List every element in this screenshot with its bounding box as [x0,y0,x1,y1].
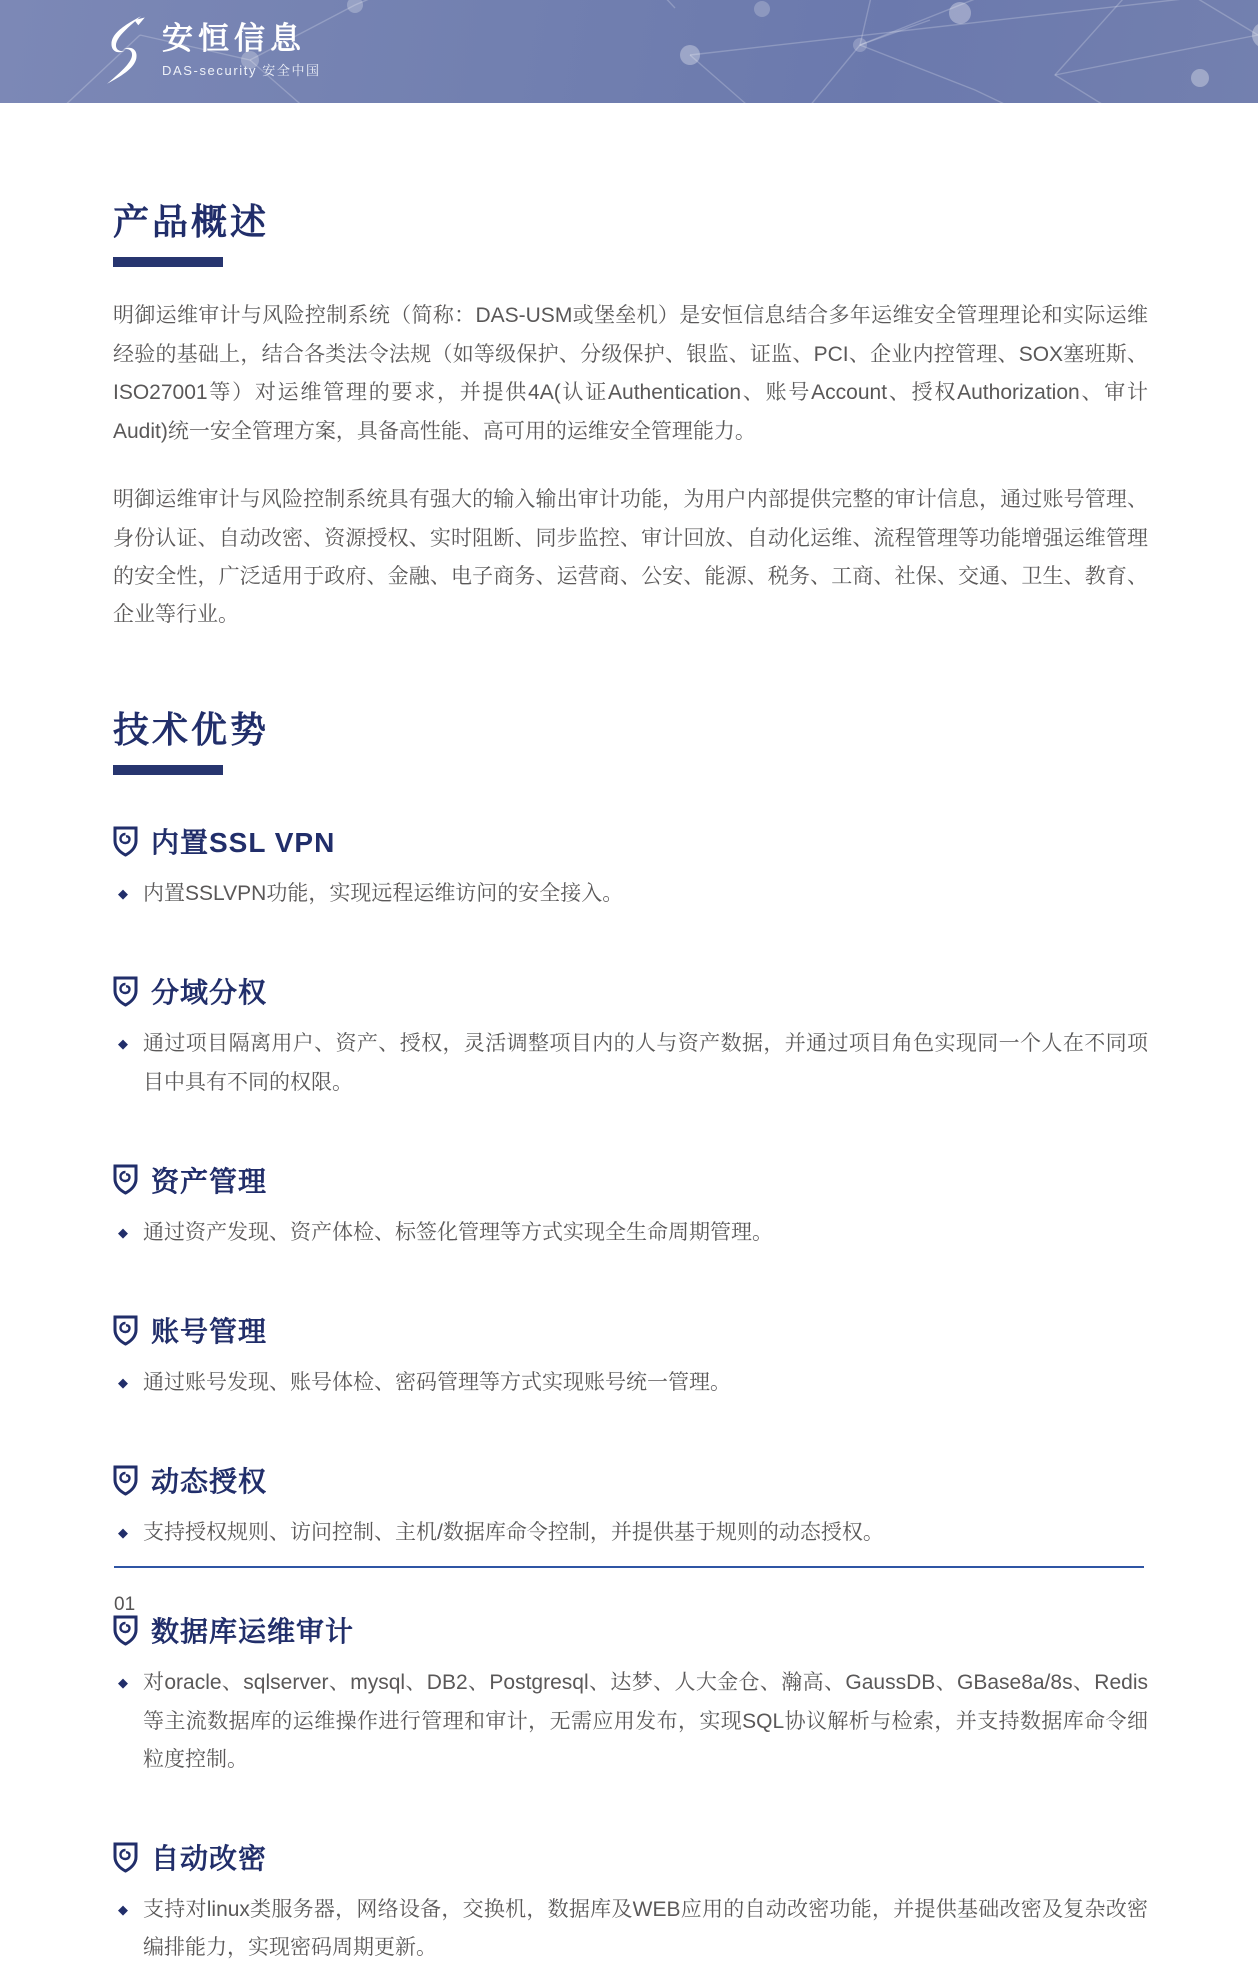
advantages-title: 技术优势 [113,708,270,750]
advantage-section-dynamic-authorization [113,1460,1148,1552]
bullet-item [113,1364,1148,1402]
advantage-heading: 内置SSL VPN [151,827,336,859]
bullet-text: 内置SSLVPN功能，实现远程运维访问的安全接入。 [143,882,624,906]
advantages-title-underline [113,765,223,775]
footer-divider [114,1566,1144,1568]
diamond-bullet-icon: ◆ [118,1224,128,1240]
advantage-section-ssl-vpn [113,821,1148,913]
advantage-section-account-management [113,1310,1148,1402]
diamond-bullet-icon: ◆ [118,886,128,902]
advantage-heading-row [113,1837,1148,1877]
logo-text [162,21,321,79]
das-swoosh-icon [98,14,150,86]
logo-title: 安恒信息 [162,21,306,57]
shield-icon [113,1465,138,1496]
advantage-heading: 动态授权 [151,1466,268,1498]
advantage-heading-row [113,1160,1148,1200]
das-security-logo [98,14,321,86]
advantage-heading-row [113,1310,1148,1350]
bullet-text: 通过资产发现、资产体检、标签化管理等方式实现全生命周期管理。 [143,1220,773,1244]
advantage-heading: 分域分权 [151,977,268,1009]
overview-paragraph: 明御运维审计与风险控制系统具有强大的输入输出审计功能，为用户内部提供完整的审计信息，通过账号管理、身份认证、自动改密、资源授权、实时阻断、同步监控、审计回放、自动化运维、流程管理等功能增强运维管理的安全性，广泛适用于政府、金融、电子商务、运营商、公安、能源、税务、工商、社保、交通、卫生、教育、企业等行业。 [113,488,1148,627]
advantage-heading-row [113,1610,1148,1650]
bullet-item [113,1514,1148,1552]
shield-icon [113,1615,138,1646]
bullet-text: 通过账号发现、账号体检、密码管理等方式实现账号统一管理。 [143,1371,731,1395]
logo-subtitle: DAS-security 安全中国 [162,62,321,78]
shield-icon [113,826,138,857]
bullet-item [113,1664,1148,1779]
bullet-text: 支持对linux类服务器，网络设备，交换机，数据库及WEB应用的自动改密功能，并提供基础改密及复杂改密编排能力，实现密码周期更新。 [143,1898,1148,1960]
bullet-text: 通过项目隔离用户、资产、授权，灵活调整项目内的人与资产数据，并通过项目角色实现同一个人在不同项目中具有不同的权限。 [143,1032,1148,1094]
overview-title: 产品概述 [113,201,270,242]
advantage-heading-row [113,821,1148,861]
advantage-section-domain-rights [113,971,1148,1101]
advantage-heading: 账号管理 [151,1316,268,1348]
advantage-section-asset-management [113,1160,1148,1252]
advantage-heading-row [113,971,1148,1011]
overview-title-underline [113,257,223,267]
shield-icon [113,1164,138,1195]
bullet-item [113,1025,1148,1101]
bullet-text: 对oracle、sqlserver、mysql、DB2、Postgresql、达梦、人大金仓、瀚高、GaussDB、GBase8a/8s、Redis等主流数据库的运维操作进行管理和审计，无需应用发布，实现SQL协议解析与检索，并支持数据库命令细粒度控制。 [143,1671,1148,1771]
advantage-section-database-ops-audit [113,1610,1148,1779]
diamond-bullet-icon: ◆ [118,1375,128,1391]
diamond-bullet-icon: ◆ [118,1036,128,1052]
shield-icon [113,1842,138,1873]
advantage-section-auto-password-change [113,1837,1148,1967]
bullet-item [113,875,1148,913]
advantage-heading: 自动改密 [151,1843,268,1875]
shield-icon [113,1315,138,1346]
advantage-heading-row [113,1460,1148,1500]
bullet-item [113,1214,1148,1252]
page-number: 01 [114,1594,136,1615]
header-banner [0,0,1258,103]
overview-paragraph: 明御运维审计与风险控制系统（简称：DAS-USM或堡垒机）是安恒信息结合多年运维安全管理理论和实际运维经验的基础上，结合各类法令法规（如等级保护、分级保护、银监、证监、PCI、企业内控管理、SOX塞班斯、ISO27001等）对运维管理的要求，并提供4A(认证Authentication、账号Account、授权Authorization、审计Audit)统一安全管理方案，具备高性能、高可用的运维安全管理能力。 [113,304,1148,443]
bullet-item [113,1891,1148,1967]
diamond-bullet-icon: ◆ [118,1525,128,1541]
advantage-heading: 数据库运维审计 [151,1616,355,1648]
shield-icon [113,976,138,1007]
advantage-heading: 资产管理 [151,1165,268,1197]
document-content [113,201,1148,1968]
diamond-bullet-icon: ◆ [118,1675,128,1691]
diamond-bullet-icon: ◆ [118,1902,128,1918]
bullet-text: 支持授权规则、访问控制、主机/数据库命令控制，并提供基于规则的动态授权。 [143,1521,884,1545]
